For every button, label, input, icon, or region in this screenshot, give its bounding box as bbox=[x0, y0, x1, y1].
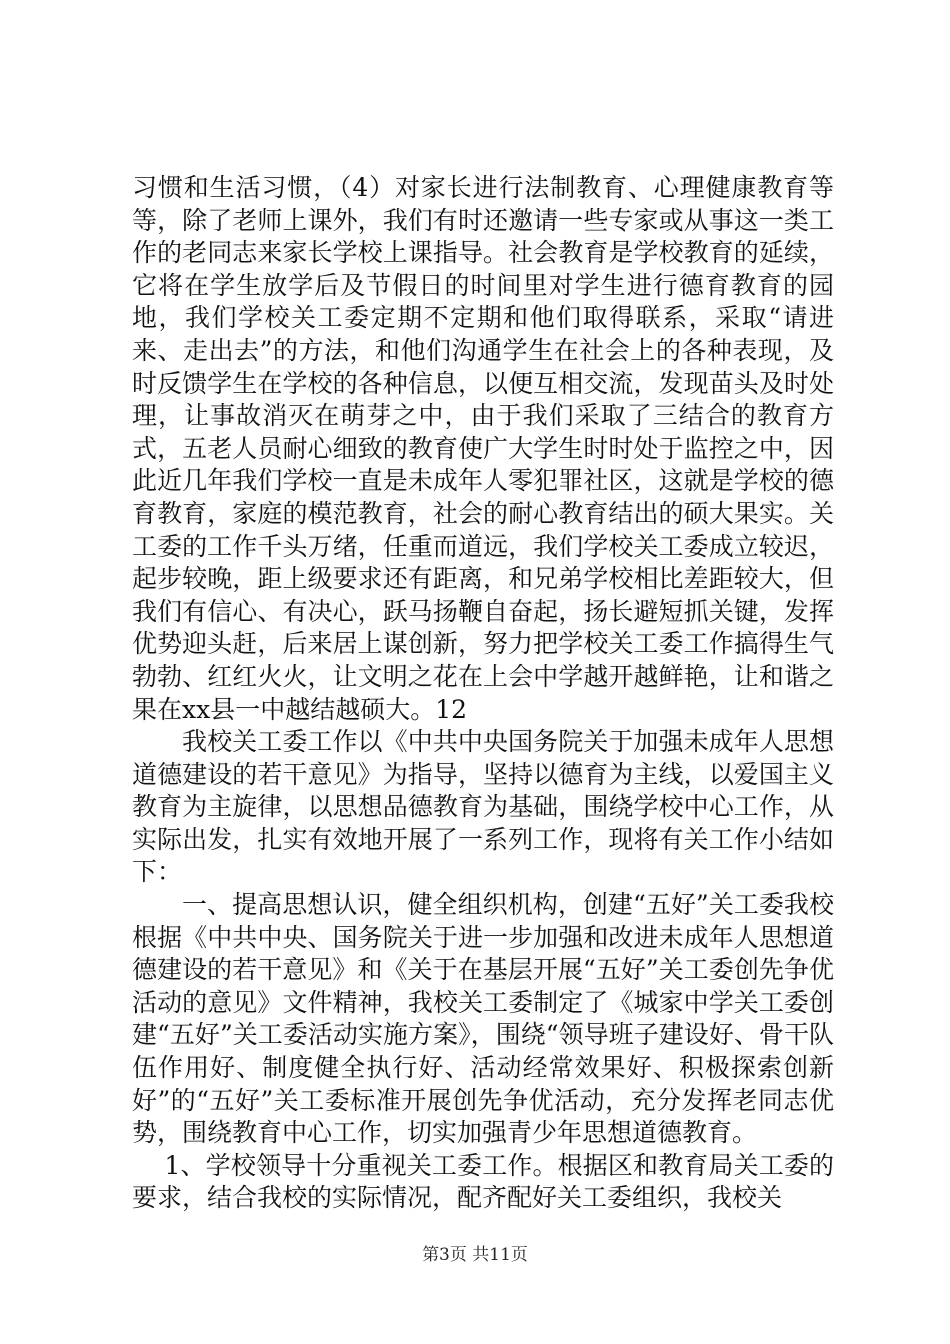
paragraph-4: 1、学校领导十分重视关工委工作。根据区和教育局关工委的要求，结合我校的实际情况，配齐配好关工委组织，我校关 bbox=[132, 1150, 834, 1213]
document-body bbox=[132, 172, 834, 1215]
paragraph-3: 一、提高思想认识，健全组织机构，创建“五好”关工委我校根据《中共中央、国务院关于进一步加强和改进未成年人思想道德建设的若干意见》和《关于在基层开展“五好”关工委创先争优活动的意见》文件精神，我校关工委制定了《城家中学关工委创建“五好”关工委活动实施方案》，围绕“领导班子建设好、骨干队伍作用好、制度健全执行好、活动经常效果好、积极探索创新好”的“五好”关工委标准开展创先争优活动，充分发挥老同志优势，围绕教育中心工作，切实加强青少年思想道德教育。 bbox=[132, 890, 834, 1148]
paragraph-1: 习惯和生活习惯，（4）对家长进行法制教育、心理健康教育等等，除了老师上课外，我们有时还邀请一些专家或从事这一类工作的老同志来家长学校上课指导。社会教育是学校教育的延续，它将在学生放学后及节假日的时间里对学生进行德育教育的园地，我们学校关工委定期不定期和他们取得联系，采取“请进来、走出去”的方法，和他们沟通学生在社会上的各种表现，及时反馈学生在学校的各种信息，以便互相交流，发现苗头及时处理，让事故消灭在萌芽之中，由于我们采取了三结合的教育方式，五老人员耐心细致的教育使广大学生时时处于监控之中，因此近几年我们学校一直是未成年人零犯罪社区，这就是学校的德育教育，家庭的模范教育，社会的耐心教育结出的硕大果实。关工委的工作千头万绪，任重而道远，我们学校关工委成立较迟，起步较晚，距上级要求还有距离，和兄弟学校相比差距较大，但我们有信心、有决心，跃马扬鞭自奋起，扬长避短抓关键，发挥优势迎头赶，后来居上谋创新，努力把学校关工委工作搞得生气勃勃、红红火火，让文明之花在上会中学越开越鲜艳，让和谐之果在xx县一中越结越硕大。12 bbox=[132, 173, 834, 724]
page-number-footer: 第3页 共11页 bbox=[422, 1245, 528, 1265]
paragraph-2: 我校关工委工作以《中共中央国务院关于加强未成年人思想道德建设的若干意见》为指导，坚持以德育为主线，以爱国主义教育为主旋律，以思想品德教育为基础，围绕学校中心工作，从实际出发，扎实有效地开展了一系列工作，现将有关工作小结如下： bbox=[132, 727, 834, 887]
